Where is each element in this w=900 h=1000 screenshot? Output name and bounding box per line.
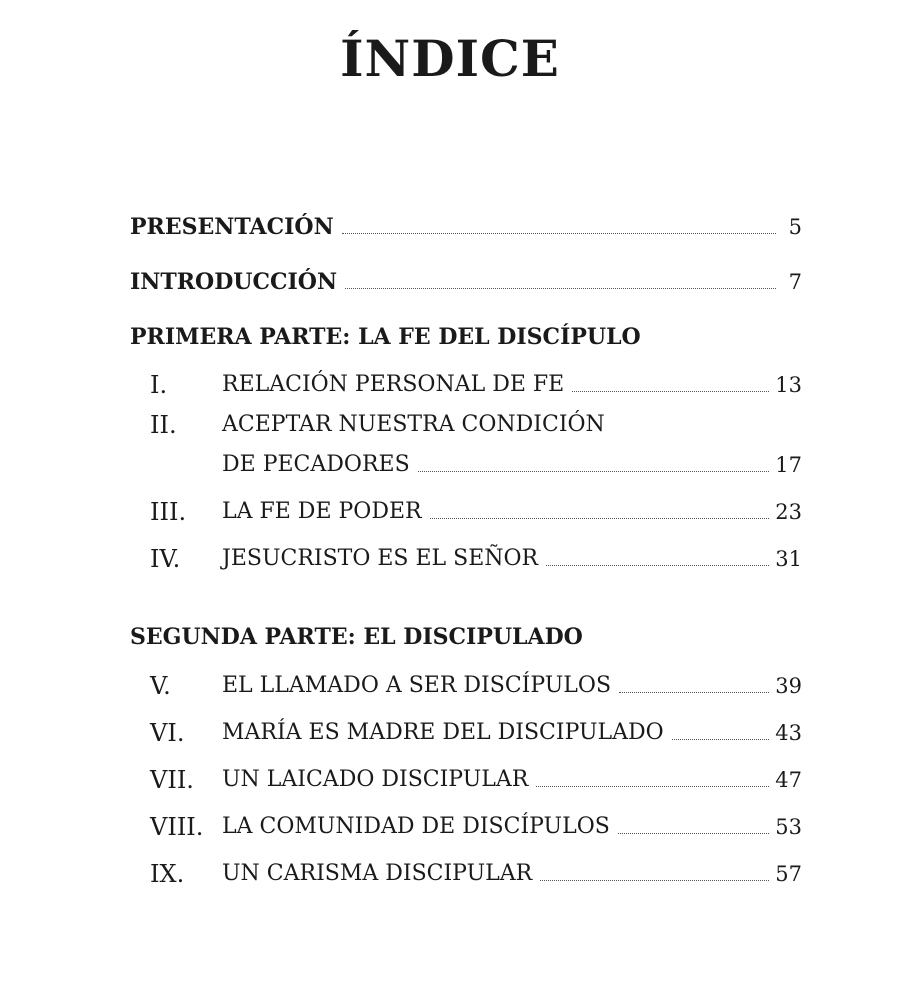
leader-dots [619,691,769,693]
leader-dots [672,738,770,740]
chapter-title: JESUCRISTO ES EL SEÑOR [222,546,539,571]
toc-entry-introduccion[interactable] [130,267,802,297]
chapter-page: 47 [775,768,802,792]
toc-entry-presentacion[interactable] [130,212,802,242]
chapter-number: I. [150,371,168,399]
chapter-title: MARÍA ES MADRE DEL DISCIPULADO [222,720,664,745]
chapter-number: V. [150,672,171,700]
leader-dots [430,517,770,519]
chapter-title: LA FE DE PODER [222,499,422,524]
chapter-title-continued: DE PECADORES [222,452,410,477]
part-heading-segunda: SEGUNDA PARTE: EL DISCIPULADO [130,624,583,650]
toc-chapter-7[interactable] [130,765,802,795]
chapter-page: 39 [775,674,802,698]
leader-dots [342,232,776,234]
leader-dots [345,287,776,289]
toc-chapter-6[interactable] [130,718,802,748]
chapter-title: ACEPTAR NUESTRA CONDICIÓN [222,412,605,437]
toc-chapter-2-line2[interactable] [130,450,802,480]
chapter-page: 23 [775,500,802,524]
chapter-page: 17 [775,453,802,477]
toc-chapter-2-line1[interactable] [130,410,802,440]
chapter-title: LA COMUNIDAD DE DISCÍPULOS [222,814,610,839]
chapter-number: IX. [150,860,185,888]
toc-chapter-9[interactable] [130,859,802,889]
chapter-title: EL LLAMADO A SER DISCÍPULOS [222,673,612,698]
chapter-title: UN CARISMA DISCIPULAR [222,861,533,886]
toc-entry-page: 5 [788,215,802,239]
toc-chapter-8[interactable] [130,812,802,842]
leader-dots [618,832,769,834]
toc-entry-page: 7 [788,270,802,294]
chapter-number: VIII. [150,813,204,841]
chapter-number: IV. [150,545,181,573]
chapter-title: RELACIÓN PERSONAL DE FE [222,372,565,397]
chapter-page: 31 [775,547,802,571]
part-heading-primera: PRIMERA PARTE: LA FE DEL DISCÍPULO [130,324,641,350]
leader-dots [536,785,769,787]
toc-entry-label: PRESENTACIÓN [130,214,334,240]
page-title: ÍNDICE [340,29,560,88]
chapter-page: 43 [775,721,802,745]
toc-entry-label: INTRODUCCIÓN [130,269,338,295]
leader-dots [418,470,770,472]
toc-chapter-5[interactable] [130,671,802,701]
chapter-number: VII. [150,766,194,794]
leader-dots [572,390,769,392]
chapter-page: 13 [775,373,802,397]
chapter-number: III. [150,498,187,526]
chapter-page: 57 [775,862,802,886]
chapter-page: 53 [775,815,802,839]
chapter-title: UN LAICADO DISCIPULAR [222,767,529,792]
toc-chapter-4[interactable] [130,544,802,574]
chapter-number: VI. [150,719,185,747]
leader-dots [540,879,769,881]
chapter-number: II. [150,411,177,439]
toc-chapter-3[interactable] [130,497,802,527]
toc-chapter-1[interactable] [130,370,802,400]
leader-dots [546,564,769,566]
